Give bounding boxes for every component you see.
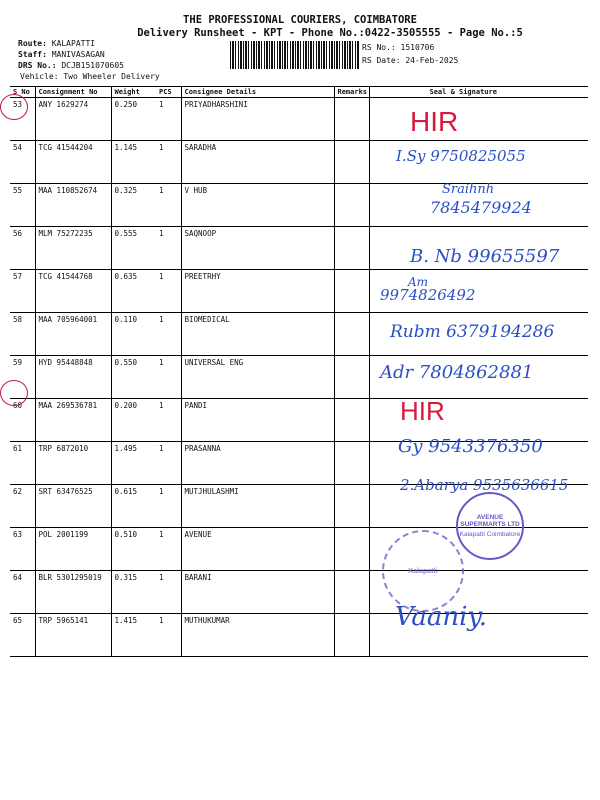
handwritten-signature-57: B. Nb 99655597 xyxy=(410,246,560,267)
row-pcs: 1 xyxy=(156,571,181,614)
row-consignment-no: ANY 1629274 xyxy=(35,98,111,141)
row-remarks xyxy=(334,442,369,485)
row-pcs: 1 xyxy=(156,356,181,399)
handwritten-signature-65: Vaaniy. xyxy=(395,602,487,632)
row-consignee: PREETRHY xyxy=(181,270,334,313)
handwritten-signature-55a: Sraihnh xyxy=(442,182,495,197)
handwritten-signature-60: Adr 7804862881 xyxy=(380,362,534,383)
staff-line xyxy=(18,49,105,60)
row-consignee: SAQNOOP xyxy=(181,227,334,270)
row-weight: 1.495 xyxy=(111,442,156,485)
col-weight: Weight xyxy=(111,87,156,98)
row-weight: 0.550 xyxy=(111,356,156,399)
row-consignment-no: MLM 75272235 xyxy=(35,227,111,270)
col-consignment: Consignment No xyxy=(35,87,111,98)
row-consignee: PRIYADHARSHINI xyxy=(181,98,334,141)
row-sno: 56 xyxy=(10,227,35,270)
row-pcs: 1 xyxy=(156,98,181,141)
row-sno: 54 xyxy=(10,141,35,184)
row-weight: 0.510 xyxy=(111,528,156,571)
col-consignee: Consignee Details xyxy=(181,87,334,98)
avenue-supermarts-stamp xyxy=(456,492,524,560)
handwritten-signature-62: Gy 9543376350 xyxy=(398,436,543,457)
row-remarks xyxy=(334,356,369,399)
col-pcs: PCS xyxy=(156,87,181,98)
row-pcs: 1 xyxy=(156,227,181,270)
stamp-text: AVENUE SUPERMARTS LTD xyxy=(460,514,520,528)
row-consignment-no: BLR 5301295019 xyxy=(35,571,111,614)
row-consignee: PRASANNA xyxy=(181,442,334,485)
handwritten-signature-54: I.Sy 9750825055 xyxy=(396,147,526,165)
row-signature xyxy=(369,98,588,141)
row-remarks xyxy=(334,141,369,184)
row-remarks xyxy=(334,528,369,571)
rs-no-label: RS No.: xyxy=(362,43,396,52)
mark-circle-53 xyxy=(0,94,28,120)
row-consignee: BIOMEDICAL xyxy=(181,313,334,356)
row-consignee: AVENUE xyxy=(181,528,334,571)
vehicle-line xyxy=(20,71,160,82)
row-consignment-no: MAA 705964001 xyxy=(35,313,111,356)
rs-no-line xyxy=(362,43,434,52)
row-consignment-no: MAA 269536781 xyxy=(35,399,111,442)
row-sno: 63 xyxy=(10,528,35,571)
route-line xyxy=(18,38,95,49)
row-sno: 58 xyxy=(10,313,35,356)
row-remarks xyxy=(334,571,369,614)
row-consignee: SARADHA xyxy=(181,141,334,184)
row-pcs: 1 xyxy=(156,184,181,227)
row-weight: 0.200 xyxy=(111,399,156,442)
row-weight: 0.325 xyxy=(111,184,156,227)
rs-date-value: 24-Feb-2025 xyxy=(405,56,459,65)
drs-label: DRS No.: xyxy=(18,61,57,70)
row-weight: 0.110 xyxy=(111,313,156,356)
barcode xyxy=(230,41,360,69)
row-consignment-no: MAA 110852674 xyxy=(35,184,111,227)
row-sno: 62 xyxy=(10,485,35,528)
row-pcs: 1 xyxy=(156,442,181,485)
row-pcs: 1 xyxy=(156,528,181,571)
row-weight: 1.415 xyxy=(111,614,156,657)
drs-line xyxy=(18,60,124,71)
handwritten-signature-55b: 7845479924 xyxy=(430,198,532,217)
row-pcs: 1 xyxy=(156,399,181,442)
row-consignment-no: SRT 63476525 xyxy=(35,485,111,528)
handwritten-signature-59: Rubm 6379194286 xyxy=(390,322,555,342)
rs-date-label: RS Date: xyxy=(362,56,401,65)
col-remarks: Remarks xyxy=(334,87,369,98)
table-row xyxy=(10,270,588,313)
row-weight: 1.145 xyxy=(111,141,156,184)
row-remarks xyxy=(334,227,369,270)
col-sno: S No xyxy=(10,87,35,98)
rs-no-value: 1510706 xyxy=(400,43,435,52)
row-weight: 0.315 xyxy=(111,571,156,614)
row-sno: 65 xyxy=(10,614,35,657)
row-remarks xyxy=(334,313,369,356)
row-pcs: 1 xyxy=(156,485,181,528)
row-consignment-no: TCG 41544204 xyxy=(35,141,111,184)
rs-date-line xyxy=(362,56,458,65)
row-consignment-no: POL 2001199 xyxy=(35,528,111,571)
row-sno: 61 xyxy=(10,442,35,485)
route-value: KALAPATTI xyxy=(51,39,96,48)
row-remarks xyxy=(334,270,369,313)
stamp-inner-text: Kalapatti Coimbatore xyxy=(459,531,521,538)
runsheet-subtitle: Delivery Runsheet - KPT - Phone No.:0422-3505555 - Page No.:5 xyxy=(137,27,523,39)
drs-value: DCJB151070605 xyxy=(61,61,124,70)
row-consignee: BARANI xyxy=(181,571,334,614)
row-pcs: 1 xyxy=(156,141,181,184)
table-row xyxy=(10,571,588,614)
runsheet-title: THE PROFESSIONAL COURIERS, COIMBATORE xyxy=(183,14,417,26)
row-pcs: 1 xyxy=(156,313,181,356)
row-pcs: 1 xyxy=(156,614,181,657)
row-consignment-no: TRP 6872010 xyxy=(35,442,111,485)
handwritten-signature-63: 2.Abarya 9535636615 xyxy=(400,476,569,494)
vehicle-label: Vehicle: xyxy=(20,72,59,81)
col-signature: Seal & Signature xyxy=(369,87,588,98)
row-consignment-no: TRP 5965141 xyxy=(35,614,111,657)
vehicle-value: Two Wheeler Delivery xyxy=(63,72,160,81)
row-sno: 59 xyxy=(10,356,35,399)
row-sno: 64 xyxy=(10,571,35,614)
row-consignment-no: TCG 41544768 xyxy=(35,270,111,313)
row-remarks xyxy=(334,399,369,442)
row-weight: 0.635 xyxy=(111,270,156,313)
handwritten-signature-58b: 9974826492 xyxy=(380,286,476,304)
round-seal-stamp xyxy=(382,530,464,612)
row-remarks xyxy=(334,184,369,227)
row-consignee: MUTJHULASHMI xyxy=(181,485,334,528)
row-weight: 0.555 xyxy=(111,227,156,270)
row-remarks xyxy=(334,614,369,657)
handwritten-hir-1: HIR xyxy=(410,106,459,137)
route-label: Route: xyxy=(18,39,47,48)
row-sno: 57 xyxy=(10,270,35,313)
row-remarks xyxy=(334,485,369,528)
row-weight: 0.250 xyxy=(111,98,156,141)
table-row xyxy=(10,98,588,141)
row-pcs: 1 xyxy=(156,270,181,313)
row-sno: 53 xyxy=(10,98,35,141)
table-header-row xyxy=(10,87,588,98)
seal-text: Kalapatti xyxy=(408,567,438,575)
staff-value: MANIVASAGAN xyxy=(51,50,105,59)
row-consignee: PANDI xyxy=(181,399,334,442)
staff-label: Staff: xyxy=(18,50,47,59)
row-weight: 0.615 xyxy=(111,485,156,528)
handwritten-hir-2: HIR xyxy=(400,396,445,426)
row-sno: 60 xyxy=(10,399,35,442)
table-row xyxy=(10,614,588,657)
row-consignment-no: HYD 95448848 xyxy=(35,356,111,399)
row-remarks xyxy=(334,98,369,141)
handwritten-signature-58a: Am xyxy=(408,275,429,289)
row-consignee: MUTHUKUMAR xyxy=(181,614,334,657)
row-consignee: V HUB xyxy=(181,184,334,227)
mark-circle-60 xyxy=(0,380,28,406)
row-sno: 55 xyxy=(10,184,35,227)
row-consignee: UNIVERSAL ENG xyxy=(181,356,334,399)
